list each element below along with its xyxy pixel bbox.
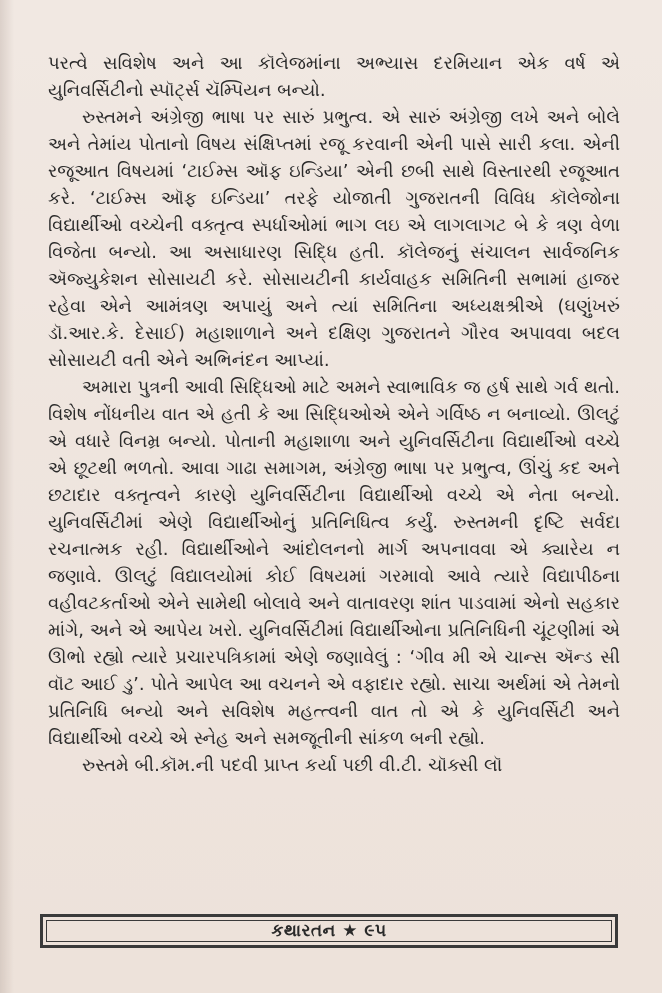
spine-shadow [0,0,14,993]
paragraph-1: પરત્વે સવિશેષ અને આ કૉલેજમાંના અભ્યાસ દરમિયાન એક વર્ષ એ યુનિવર્સિટીનો સ્પૉર્ટ્સ ચૅમ્પિયન બન્યો. [48,53,620,101]
paragraph-3: અમારા પુત્રની આવી સિદ્ધિઓ માટે અમને સ્વાભાવિક જ હર્ષ સાથે ગર્વ થતો. વિશેષ નોંધનીય વાત એ હતી કે આ સિદ્ધિઓએ એને ગર્વિષ્ઠ ન બનાવ્યો. ઊલટું એ વધારે વિનમ્ર બન્યો. પોતાની મહાશાળા અને યુનિવર્સિટીના વિદ્યાર્થીઓ વચ્ચે એ છૂટથી ભળતો. આવા ગાઢા સમાગમ, અંગ્રેજી ભાષા પર પ્રભુત્વ, ઊંચું કદ અને છટાદાર વક્તૃત્વને કારણે યુનિવર્સિટીના વિદ્યાર્થીઓ વચ્ચે એ નેતા બન્યો. યુનિવર્સિટીમાં એણે વિદ્યાર્થીઓનું પ્રતિનિધિત્વ કર્યું. રુસ્તમની દૃષ્ટિ સર્વદા રચનાત્મક રહી. વિદ્યાર્થીઓને આંદોલનનો માર્ગ અપનાવવા એ ક્યારેય ન જણાવે. ઊલટું વિદ્યાલયોમાં કોઈ વિષયમાં ગરમાવો આવે ત્યારે વિદ્યાપીઠના વહીવટકર્તાઓ એને સામેથી બોલાવે અને વાતાવરણ શાંત પાડવામાં એનો સહકાર માંગે, અને એ આપેય ખરો. યુનિવર્સિટીમાં વિદ્યાર્થીઓના પ્રતિનિધિની ચૂંટણીમાં એ ઊભો રહ્યો ત્યારે પ્રચારપત્રિકામાં એણે જણાવેલું : ‘ગીવ મી એ ચાન્સ ઍન્ડ સી વૉટ આઈ ડુ’. પોતે આપેલ આ વચનને એ વફાદાર રહ્યો. સાચા અર્થમાં એ તેમનો પ્રતિનિધિ બન્યો અને સવિશેષ મહત્ત્વની વાત તો એ કે યુનિવર્સિટી અને વિદ્યાર્થીઓ વચ્ચે એ સ્નેહ અને સમજૂતીની સાંકળ બની રહ્યો. [48,377,620,749]
paragraph-4: રુસ્તમે બી.કૉમ.ની પદવી પ્રાપ્ત કર્યા પછી વી.ટી. ચૉક્સી લૉ [82,755,503,776]
paragraph-2: રુસ્તમને અંગ્રેજી ભાષા પર સારું પ્રભુત્વ. એ સારું અંગ્રેજી લખે અને બોલે અને તેમાંય પોતાનો વિષય સંક્ષિપ્તમાં રજૂ કરવાની એની પાસે સારી કલા. એની રજૂઆત વિષયમાં ‘ટાઈમ્સ ઑફ ઇન્ડિયા’ એની છબી સાથે વિસ્તારથી રજૂઆત કરે. ‘ટાઈમ્સ ઑફ ઇન્ડિયા’ તરફે યોજાતી ગુજરાતની વિવિધ કૉલેજોના વિદ્યાર્થીઓ વચ્ચેની વક્તૃત્વ સ્પર્ધાઓમાં ભાગ લઇ એ લાગલાગટ બે કે ત્રણ વેળા વિજેતા બન્યો. આ અસાધારણ સિદ્ધિ હતી. કૉલેજનું સંચાલન સાર્વજનિક ઍજ્યુકેશન સોસાયટી કરે. સોસાયટીની કાર્યવાહક સમિતિની સભામાં હાજર રહેવા એને આમંત્રણ અપાયું અને ત્યાં સમિતિના અધ્યક્ષશ્રીએ (ઘણુંખરું ડૉ.આર.કે. દેસાઈ) મહાશાળાને અને દક્ષિણ ગુજરાતને ગૌરવ અપાવવા બદલ સોસાયટી વતી એને અભિનંદન આપ્યાં. [48,107,620,371]
footer-frame [40,914,618,948]
body-text [48,50,620,779]
running-footer: કથારતન ★ ૯૫ [271,921,387,941]
